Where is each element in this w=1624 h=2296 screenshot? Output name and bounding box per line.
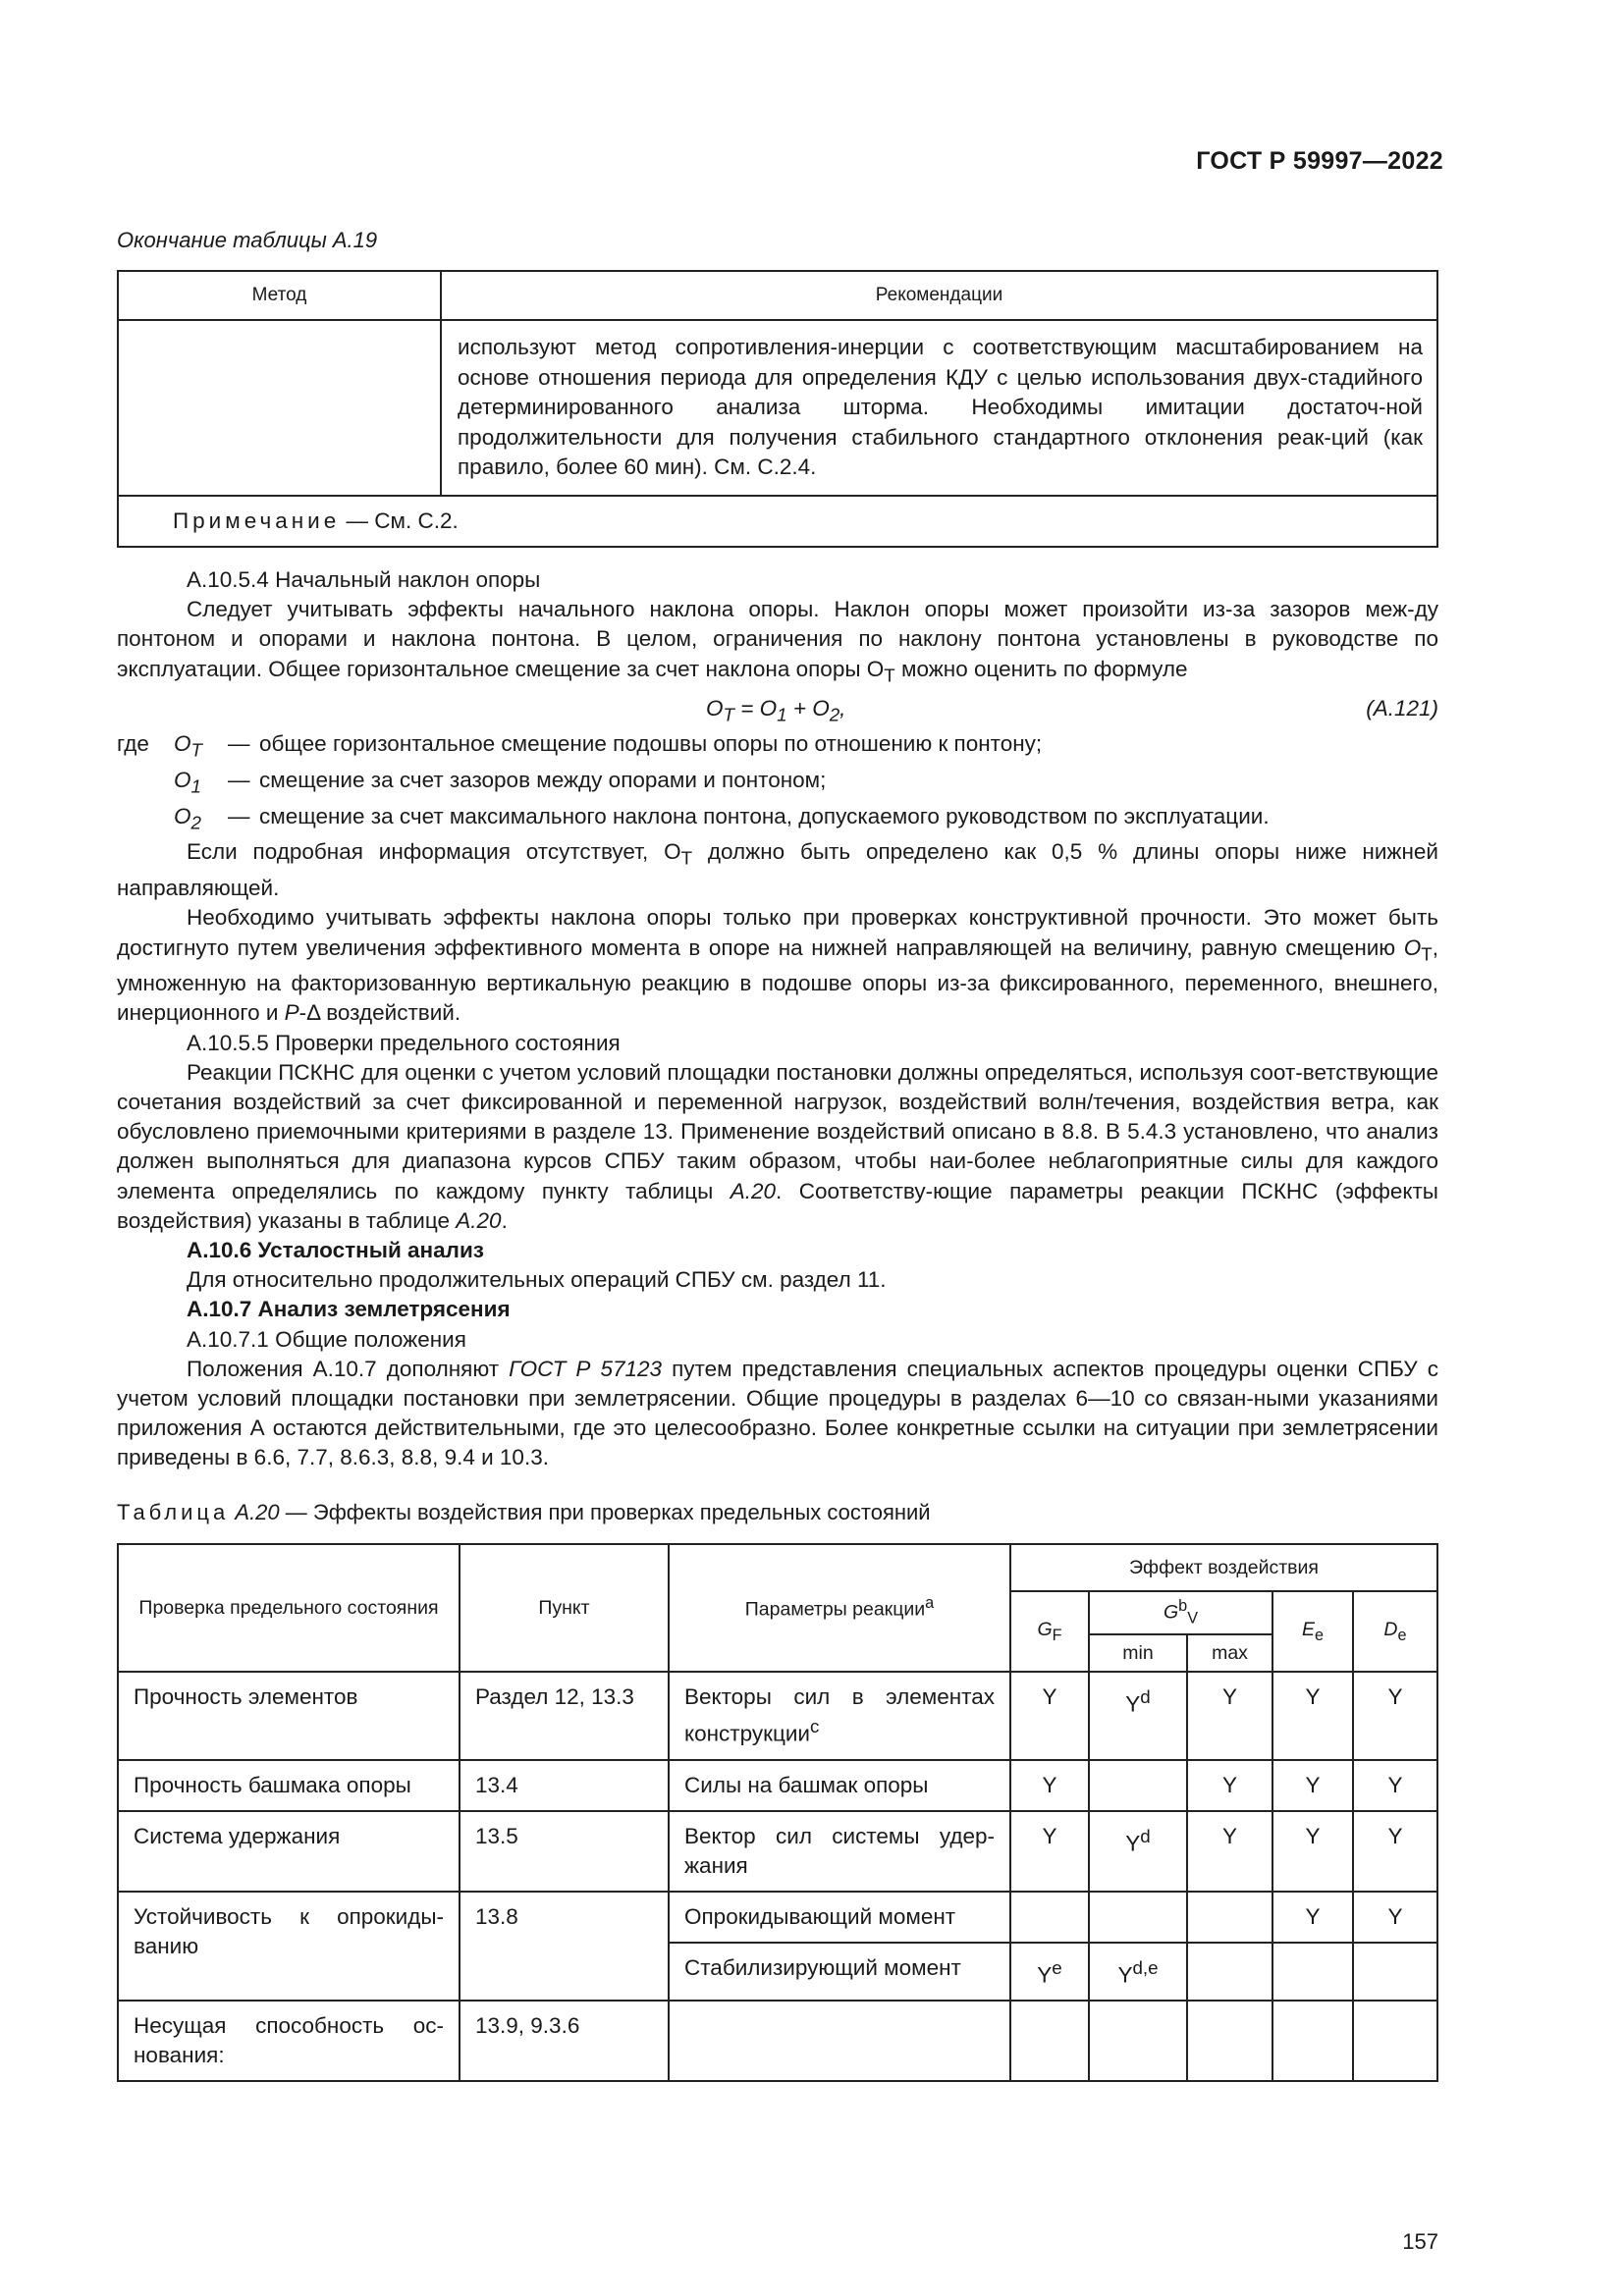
note-cell [118,496,1437,547]
column-header-check: Проверка предельного состояния [118,1544,460,1672]
document-code: ГОСТ Р 59997—2022 [1196,147,1443,175]
where-label: где [117,731,149,757]
table-row: Устойчивость к опрокиды-ванию 13.8 Опрокидывающий момент Y Y [118,1892,1437,1943]
paragraph: Реакции ПСКНС для оценки с учетом условий площадки постановки должны определяться, используя соот-ветствующие сочетания воздействий за счет фиксированной и переменной нагрузок, воздействий волн/течения, воздействия ветра, как обусловлено приемочными критериями в разделе 13. Применение воздействий описано в 8.8. В 5.4.3 установлено, что анализ должен выполняться для диапазона курсов СПБУ таким образом, чтобы наи-более неблагоприятные силы для каждого элемента определялись по каждому пункту таблицы А.20. Соответству-ющие параметры реакции ПСКНС (эффекты воздействия) указаны в таблице А.20. [117,1059,1438,1233]
paragraph: Положения А.10.7 дополняют ГОСТ Р 57123 путем представления специальных аспектов процедуры оценки СПБУ с учетом условий площадки постановки при землетрясении. Общие процедуры в разделах 6—10 со связан-ными указаниями приложения А остаются действительными, где это целесообразно. Более конкретные ссылки на ситуации при землетрясении приведены в 6.6, 7.7, 8.6.3, 8.8, 9.4 и 10.3. [117,1356,1438,1470]
column-header-gv: $G^b_V$ [1089,1591,1272,1634]
section-title-a107: А.10.7 Анализ землетрясения [187,1297,511,1322]
paragraph: Если подробная информация отсутствует, $O_T$ должно быть определено как 0,5 % длины опоры ниже нижней направляющей. [117,839,1438,901]
note-label: Примечание [173,507,341,533]
document-body [117,565,1438,1473]
column-header-params: Параметры реакции$^a$ [669,1544,1010,1672]
table-a20-caption: Таблица А.20 — Эффекты воздействия при проверках предельных состояний [117,1500,931,1524]
table-header-row [118,271,1437,320]
paragraph: Для относительно продолжительных операций СПБУ см. раздел 11. [187,1267,887,1293]
table-a19-caption: Окончание таблицы А.19 [117,228,378,252]
table-header-row [118,1544,1437,1591]
table-row: Стабилизирующий момент $Y^e$ Y$^{d,e}$ [118,1943,1437,2002]
page-number: 157 [1402,2229,1438,2254]
where-item: где $O_T$ — общее горизонтальное смещение подошвы опоры по отношению к понтону; [117,729,1438,766]
where-definition: смещение за счет зазоров между опорами и понтоном; [259,768,827,793]
table-a20 [117,1543,1438,2082]
where-definition: смещение за счет максимального наклона понтона, допускаемого руководством по эксплуатации. [259,803,1270,828]
column-header-gf: $G_F$ [1010,1591,1089,1672]
table-row: Несущая способность ос-нования: 13.9, 9.3.6 [118,2001,1437,2081]
column-header-max: max [1187,1634,1272,1672]
note-row [118,496,1437,547]
table-row: Система удержания 13.5 Вектор сил системы удер-жания Y $Y^d$ Y Y Y [118,1811,1437,1892]
table-a19 [117,270,1438,548]
column-header-clause: Пункт [460,1544,669,1672]
section-title-a106: А.10.6 Усталостный анализ [187,1238,484,1263]
recommendation-cell: используют метод сопротивления-инерции с соответствующим масштабированием на основе отношения периода для определения КДУ с целью использования двух-стадийного детерминированного анализа шторма. Необходимы имитации достаточ-ной продолжительности для получения стабильного стандартного отклонения реак-ций (как правило, более 60 мин). См. С.2.4. [441,320,1437,496]
table-row: Прочность башмака опоры 13.4 Силы на башмак опоры Y Y Y Y [118,1760,1437,1811]
table-row: Прочность элементов Раздел 12, 13.3 Векторы сил в элементах конструкции$^c$ Y $Y^d$ Y Y Y [118,1672,1437,1760]
formula-number: (А.121) [1366,696,1438,721]
formula-expression: $O_T = O_1 + O_2$, [706,696,846,725]
where-item: $O_2$ — смещение за счет максимального наклона понтона, допускаемого руководством по эксплуатации. [117,802,1438,838]
table-row [118,320,1437,496]
column-header-min: min [1089,1634,1187,1672]
paragraph: Необходимо учитывать эффекты наклона опоры только при проверках конструктивной прочности. Это может быть достигнуто путем увеличения эффективного момента в опоре на нижней направляющей на величину, равную смещению $O_T$, умноженную на факторизованную вертикальную реакцию в подошве опоры из-за фиксированного, переменного, внешнего, инерционного и P-Δ воздействий. [117,905,1438,1026]
column-header-recommendations: Рекомендации [441,271,1437,320]
column-header-ee: $E_e$ [1272,1591,1353,1672]
column-header-de: $D_e$ [1353,1591,1437,1672]
where-item: $O_1$ — смещение за счет зазоров между опорами и понтоном; [117,766,1438,802]
column-header-method: Метод [118,271,441,320]
note-text: — См. С.2. [340,507,459,533]
section-title-a1054: А.10.5.4 Начальный наклон опоры [187,567,541,592]
column-header-effect: Эффект воздействия [1010,1544,1437,1591]
section-title-a1071: А.10.7.1 Общие положения [187,1326,466,1352]
where-definition: общее горизонтальное смещение подошвы опоры по отношению к понтону; [259,731,1043,757]
formula-a121 [117,690,1438,729]
method-cell [118,320,441,496]
section-title-a1055: А.10.5.5 Проверки предельного состояния [187,1030,621,1055]
paragraph: Следует учитывать эффекты начального наклона опоры. Наклон опоры может произойти из-за зазоров меж-ду понтоном и опорами и наклона понтона. В целом, ограничения по наклону понтона установлены в руководстве по эксплуатации. Общее горизонтальное смещение за счет наклона опоры $O_T$ можно оценить по формуле [117,597,1438,686]
